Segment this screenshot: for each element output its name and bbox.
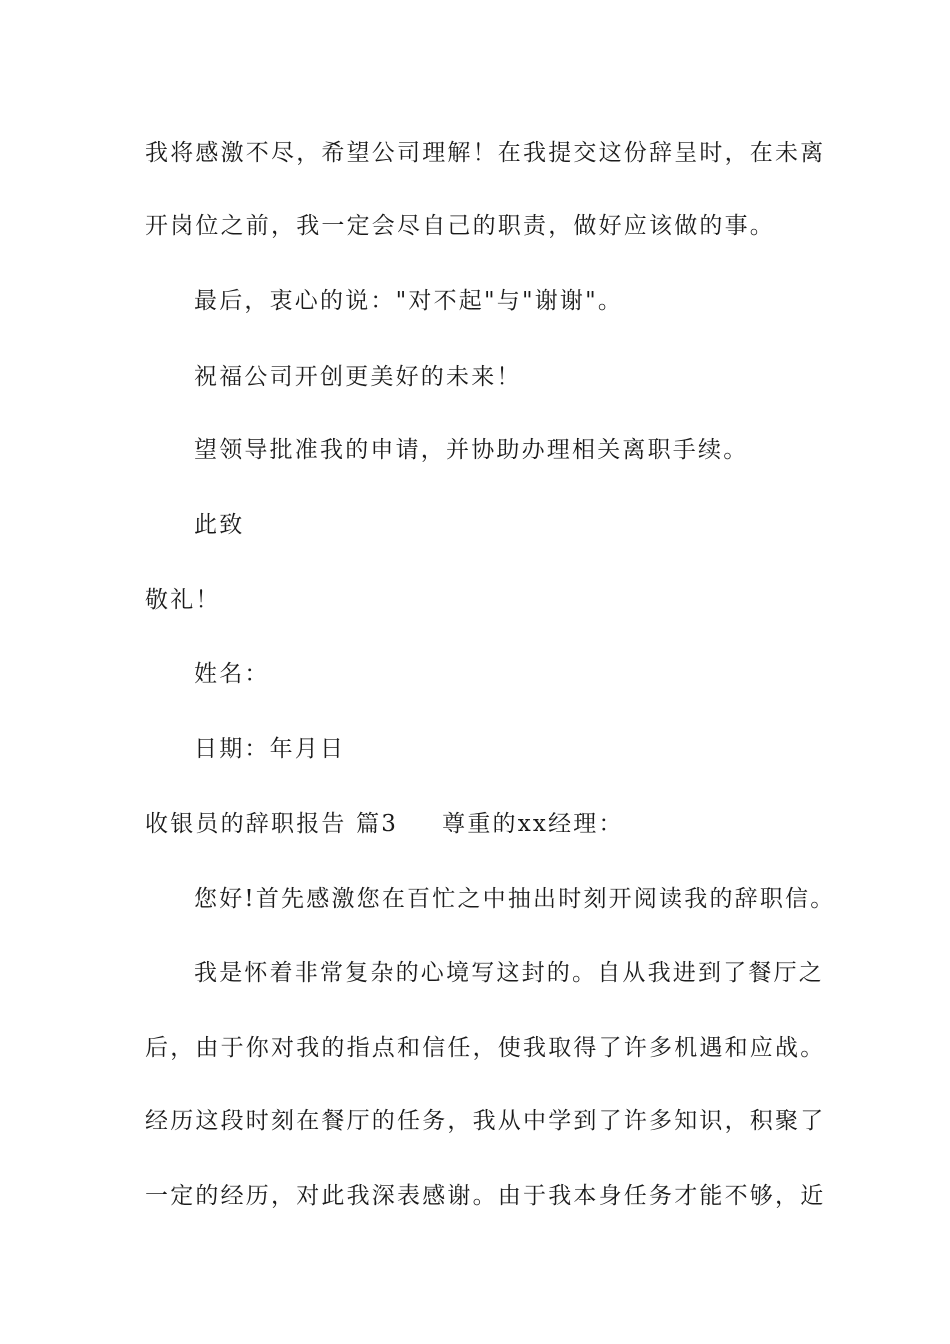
signature-date: 日期：年月日 (194, 736, 346, 762)
paragraph-line: 最后，衷心的说："对不起"与"谢谢"。 (194, 288, 624, 314)
paragraph-line: 后，由于你对我的指点和信任，使我取得了许多机遇和应战。 (145, 1035, 826, 1061)
paragraph-line: 我是怀着非常复杂的心境写这封的。自从我进到了餐厅之 (194, 960, 824, 986)
paragraph-line: 望领导批准我的申请，并协助办理相关离职手续。 (194, 437, 749, 463)
closing-regards: 敬礼！ (145, 587, 221, 613)
salutation: 尊重的xx经理： (442, 811, 624, 837)
paragraph-line: 祝福公司开创更美好的未来！ (194, 364, 522, 390)
paragraph-line: 一定的经历，对此我深表感谢。由于我本身任务才能不够，近 (145, 1183, 826, 1209)
closing-line: 此致 (194, 512, 245, 538)
paragraph-line: 经历这段时刻在餐厅的任务，我从中学到了许多知识，积聚了 (145, 1108, 826, 1134)
section-heading: 收银员的辞职报告 篇3 (145, 811, 399, 837)
section-heading-row (145, 808, 624, 840)
paragraph-line: 开岗位之前，我一定会尽自己的职责，做好应该做的事。 (145, 213, 775, 239)
signature-name: 姓名： (194, 661, 270, 687)
paragraph-line: 您好!首先感激您在百忙之中抽出时刻开阅读我的辞职信。 (194, 886, 836, 912)
paragraph-line: 我将感激不尽，希望公司理解！在我提交这份辞呈时，在未离 (145, 140, 826, 166)
